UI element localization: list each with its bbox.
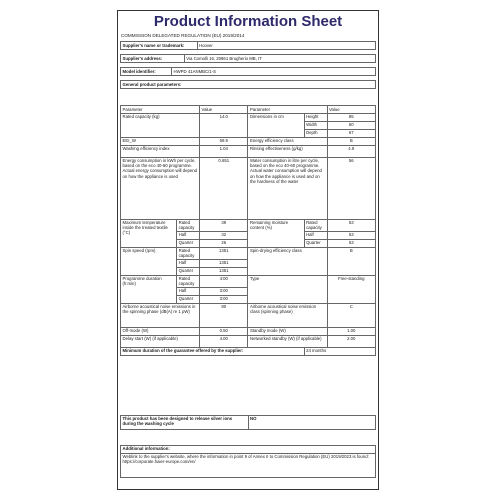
- general-parameters-heading: General product parameters:: [121, 81, 376, 89]
- supplier-block: [120, 41, 376, 89]
- silver-ions-block: [120, 415, 376, 430]
- moisture-half: 53: [327, 232, 376, 240]
- rated-capacity-sub-label: Rated capacity: [177, 248, 200, 260]
- depth-label: Depth: [304, 130, 327, 138]
- address-value: Via Comolli 16, 20861 Brugherio MB, IT: [184, 55, 375, 63]
- quarter-label: Quarter: [177, 268, 200, 276]
- header-value: Value: [327, 106, 376, 114]
- half-label: Half: [177, 260, 200, 268]
- guarantee-label: Minimum duration of the guarantee offered by the supplier:: [121, 348, 305, 356]
- rated-capacity-value: 14.0: [200, 114, 248, 138]
- standby-label: Standby mode (W): [248, 328, 327, 336]
- address-label: Supplier's address:: [121, 55, 185, 63]
- half-label: Half: [177, 232, 200, 240]
- half-label: Half: [304, 232, 327, 240]
- spin-speed-label: Spin speed (rpm): [121, 248, 177, 276]
- spin-class-label: Spin-drying efficiency class: [248, 248, 327, 276]
- model-value: HWPD 41ANMBC/1-S: [172, 68, 376, 76]
- rated-capacity-sub-label: Rated capacity: [304, 220, 327, 232]
- eei-label: EEI_W: [121, 138, 200, 146]
- height-value: 85: [327, 114, 376, 122]
- networked-standby-label: Networked standby (W) (if applicable): [248, 336, 327, 348]
- delay-start-value: 4.00: [200, 336, 248, 348]
- max-temperature-half: 32: [200, 232, 248, 240]
- max-temperature-label: Maximum temperature inside the treated textile (°C): [121, 220, 177, 248]
- rinsing-effectiveness-value: 4.9: [327, 146, 376, 158]
- depth-value: 67: [327, 130, 376, 138]
- quarter-label: Quarter: [177, 296, 200, 304]
- energy-class-value: B: [327, 138, 376, 146]
- spin-speed-rated: 1351: [200, 248, 248, 260]
- moisture-quarter: 53: [327, 240, 376, 248]
- programme-duration-rated: 4:00: [200, 276, 248, 288]
- washing-efficiency-label: Washing efficiency index: [121, 146, 200, 158]
- eei-value: 59.9: [200, 138, 248, 146]
- page-title: Product Information Sheet: [153, 13, 343, 30]
- delay-start-label: Delay start (W) (if applicable): [121, 336, 200, 348]
- table-row: [121, 336, 376, 348]
- type-value: Free-standing: [327, 276, 376, 304]
- dimensions-label: Dimensions in cm: [248, 114, 304, 138]
- noise-value: 80: [200, 304, 248, 328]
- supplier-label: Supplier's name or trademark:: [121, 42, 198, 50]
- half-label: Half: [177, 288, 200, 296]
- water-consumption-value: 56: [327, 158, 376, 220]
- water-consumption-label: Water consumption in litre per cycle, based on the eco 40-60 programme. Actual water consumption will depend on how the appliance is used and on the hardness of the water: [248, 158, 327, 220]
- noise-label: Airborne acoustical noise emissions in the spinning phase (dB(A) re 1 pW): [121, 304, 200, 328]
- table-row: [121, 220, 376, 232]
- programme-duration-label: Programme duration (h:min): [121, 276, 177, 304]
- height-label: Height: [304, 114, 327, 122]
- max-temperature-rated: 39: [200, 220, 248, 232]
- table-row: [121, 114, 376, 122]
- product-information-sheet: [117, 10, 379, 490]
- off-mode-label: Off-mode (W): [121, 328, 200, 336]
- energy-consumption-value: 0.651: [200, 158, 248, 220]
- additional-info-heading: Additional information:: [121, 446, 376, 454]
- washing-efficiency-value: 1.04: [200, 146, 248, 158]
- networked-standby-value: 2.00: [327, 336, 376, 348]
- standby-value: 1.00: [327, 328, 376, 336]
- header-parameter: Parameter: [248, 106, 327, 114]
- quarter-label: Quarter: [177, 240, 200, 248]
- spin-class-value: B: [327, 248, 376, 276]
- table-row: [121, 158, 376, 220]
- table-row: [121, 328, 376, 336]
- silver-ions-value: NO: [248, 416, 376, 430]
- header-value: Value: [200, 106, 248, 114]
- table-row: [121, 276, 376, 288]
- moisture-rated: 53: [327, 220, 376, 232]
- table-row: [121, 146, 376, 158]
- quarter-label: Quarter: [304, 240, 327, 248]
- additional-info-text: Weblink to the supplier's website, where the information in point 9 of Annex II to Commission Regulation (EU) 2019/2023 is found: https://corporate.haier-europe.com/en/: [121, 454, 376, 478]
- rated-capacity-sub-label: Rated capacity: [177, 220, 200, 232]
- parameter-table: [120, 105, 376, 356]
- rated-capacity-sub-label: Rated capacity: [177, 276, 200, 288]
- spin-speed-quarter: 1351: [200, 268, 248, 276]
- rated-capacity-label: Rated capacity (kg): [121, 114, 200, 138]
- moisture-label: Remaining moisture content (%): [248, 220, 304, 248]
- model-label: Model identifier:: [121, 68, 172, 76]
- max-temperature-quarter: 26: [200, 240, 248, 248]
- programme-duration-half: 3:00: [200, 288, 248, 296]
- type-label: Type: [248, 276, 327, 304]
- off-mode-value: 0.50: [200, 328, 248, 336]
- energy-consumption-label: Energy consumption in kWh per cycle, based on the eco 40-60 programme. Actual energy consumption will depend on how the appliance is used: [121, 158, 200, 220]
- noise-class-value: C: [327, 304, 376, 328]
- width-label: Width: [304, 122, 327, 130]
- header-parameter: Parameter: [121, 106, 200, 114]
- noise-class-label: Airborne acoustical noise emission class (spinning phase): [248, 304, 327, 328]
- width-value: 60: [327, 122, 376, 130]
- table-row: [121, 348, 376, 356]
- energy-class-label: Energy efficiency class: [248, 138, 327, 146]
- guarantee-value: 24 months: [304, 348, 375, 356]
- table-row: [121, 304, 376, 328]
- rinsing-effectiveness-label: Rinsing effectiveness (g/kg): [248, 146, 327, 158]
- additional-info-block: [120, 445, 376, 478]
- silver-ions-label: This product has been designed to release silver ions during the washing cycle: [121, 416, 249, 430]
- table-header-row: [121, 106, 376, 114]
- table-row: [121, 138, 376, 146]
- regulation-text: COMMISSION DELEGATED REGULATION (EU) 2019/2014: [121, 33, 245, 38]
- spin-speed-half: 1351: [200, 260, 248, 268]
- programme-duration-quarter: 3:00: [200, 296, 248, 304]
- supplier-value: Hoover: [197, 42, 376, 50]
- table-row: [121, 248, 376, 260]
